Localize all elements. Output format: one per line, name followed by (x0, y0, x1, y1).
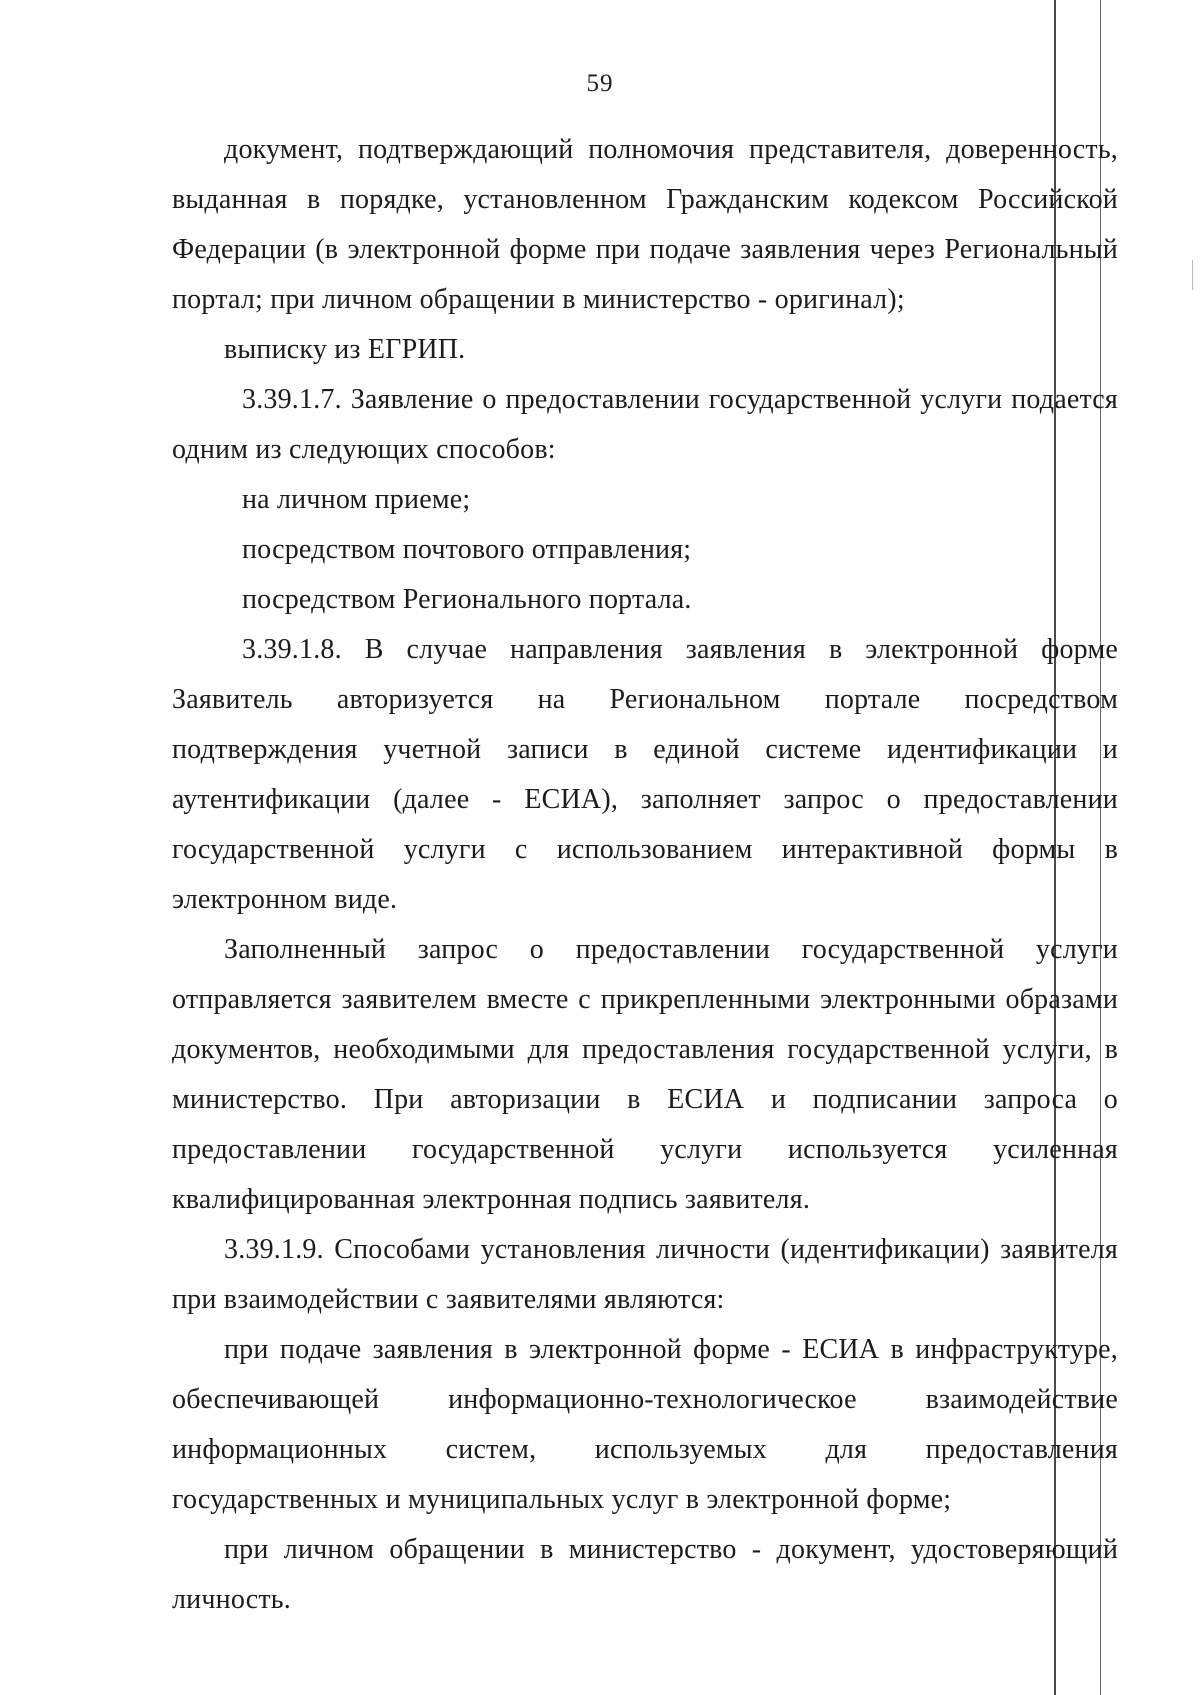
scan-artifact (1192, 260, 1193, 290)
paragraph: 3.39.1.7. Заявление о предоставлении государственной услуги подается одним из следующих способов: (172, 384, 1118, 465)
paragraph: документ, подтверждающий полномочия представителя, доверенность, выданная в порядке, установленном Гражданским кодексом Российской Федерации (в электронной форме при подаче заявления через Региональный портал; при личном обращении в министерство - оригинал); (172, 134, 1118, 315)
paragraph: на личном приеме; (242, 484, 471, 515)
paragraph: 3.39.1.8. В случае направления заявления в электронной форме Заявитель авторизуется на Региональном портале посредством подтверждения учетной записи в единой системе идентификации и аутентификации (далее - ЕСИА), заполняет запрос о предоставлении государственной услуги с использованием интерактивной формы в электронном виде. (172, 634, 1118, 915)
paragraph: при подаче заявления в электронной форме - ЕСИА в инфраструктуре, обеспечивающей информационно-технологическое взаимодействие информационных систем, используемых для предоставления государственных и муниципальных услуг в электронной форме; (172, 1334, 1118, 1515)
paragraph: при личном обращении в министерство - документ, удостоверяющий личность. (172, 1534, 1118, 1615)
page-number: 59 (586, 70, 614, 97)
paragraph: посредством Регионального портала. (242, 584, 692, 615)
paragraph: посредством почтового отправления; (242, 534, 692, 565)
paragraph: 3.39.1.9. Способами установления личности (идентификации) заявителя при взаимодействии с заявителями являются: (172, 1234, 1118, 1315)
document-body (172, 125, 1118, 1625)
paragraph: выписку из ЕГРИП. (224, 334, 466, 365)
paragraph: Заполненный запрос о предоставлении государственной услуги отправляется заявителем вместе с прикрепленными электронными образами документов, необходимыми для предоставления государственной услуги, в министерство. При авторизации в ЕСИА и подписании запроса о предоставлении государственной услуги используется усиленная квалифицированная электронная подпись заявителя. (172, 934, 1118, 1215)
